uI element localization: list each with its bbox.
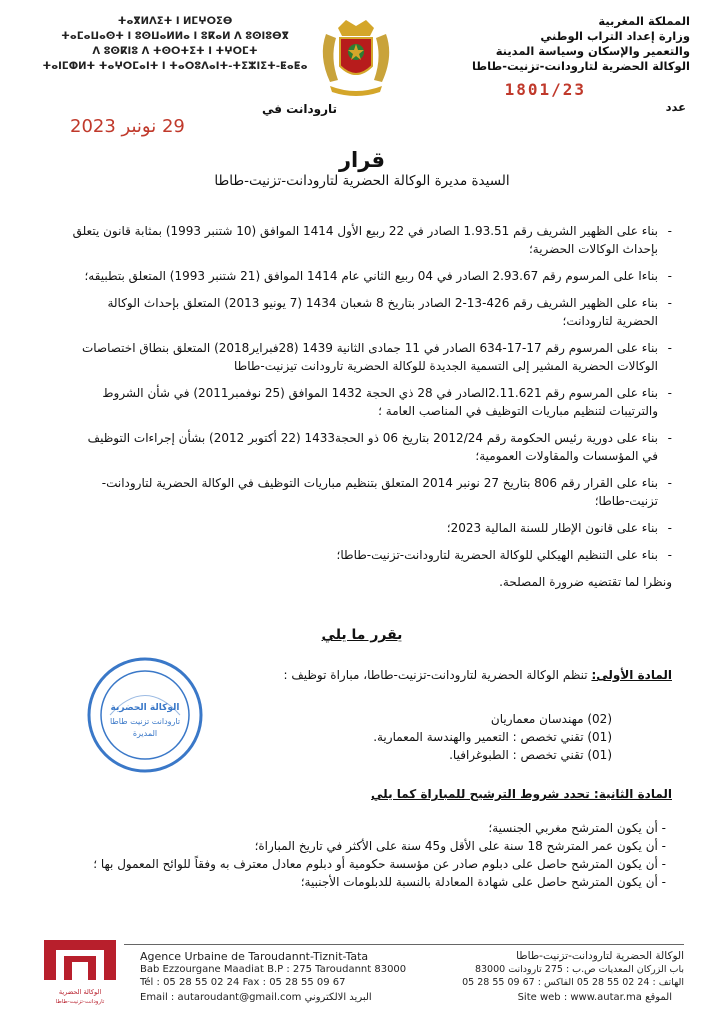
condition-item: - أن يكون المترشح حاصل على شهادة المعادلة بالنسبة للدبلومات الأجنبية؛: [300, 875, 666, 889]
closing-consideration: ونظرا لما تقتضيه ضرورة المصلحة.: [499, 575, 672, 589]
consideration-item: - بناء على الظهير الشريف رقم 426-13-2 الصادر بتاريخ 8 شعبان 1434 (7 يونيو 2013) المتعلق بإحداث الوكالة الحضرية لتارودانت؛: [72, 294, 672, 330]
svg-text:الوكالة الحضرية: الوكالة الحضرية: [58, 988, 102, 996]
article-1-line: [72, 666, 672, 684]
position-item: (01) تقني تخصص : الطبوغرافيا.: [449, 748, 612, 762]
svg-text:المديرة: المديرة: [132, 729, 158, 738]
consideration-item: - بناء على المرسوم رقم 2.11.621الصادر في 28 ذي الحجة 1432 الموافق (25 نوفمبر2011) في شأن الشروط والترتيبات لتنظيم مباريات التوظيف في المناصب العامة ؛: [72, 384, 672, 420]
svg-text:تارودانت-تزنيت-طاطا: تارودانت-تزنيت-طاطا: [55, 999, 105, 1005]
position-item: (01) تقني تخصص : التعمير والهندسة المعمارية.: [373, 730, 612, 744]
footer-agency-name-ar: الوكالة الحضرية لتارودانت-تزنيت-طاطا: [516, 950, 684, 962]
footer-email: [140, 992, 372, 1003]
consideration-item: - بناء على القرار رقم 806 بتاريخ 27 نونبر 2014 المتعلق بتنظيم مباريات التوظيف في الوكالة الحضرية لتارودانت-تزنيت-طاطا؛: [72, 474, 672, 510]
date-value: 29 نونبر 2023: [70, 116, 185, 137]
footer-arabic: [414, 950, 684, 989]
header-tifinagh: [30, 14, 320, 74]
footer-divider: [124, 944, 684, 945]
footer-website: [518, 992, 672, 1003]
tifinagh-line: ⴷ ⵓⵙⴽⵏⵓ ⴷ ⵜⵙⵔⵜⵉⵜ ⵏ ⵜⵖⵔⵎⵜ: [92, 46, 258, 57]
condition-item: - أن يكون عمر المترشح 18 سنة على الأقل و45 سنة على الأكثر في تاريخ المباراة؛: [254, 839, 666, 853]
kingdom-name: المملكة المغربية: [598, 14, 690, 28]
agency-logo-icon: [40, 936, 120, 1016]
website-label-ar: الموقع: [645, 992, 672, 1003]
article-1: [72, 666, 672, 764]
place-label: تارودانت في: [262, 102, 338, 116]
footer-phone-ar: الهاتف : 24 02 55 28 05 الفاكس : 67 09 55 28 05: [462, 977, 684, 988]
consideration-item: - بناء على دورية رئيس الحكومة رقم 2012/24 بتاريخ 06 ذو الحجة1433 (22 أكتوبر 2012) بشأن إجراءات التوظيف في المؤسسات والمقاولات العمومية؛: [72, 429, 672, 465]
footer-phone-fr: Tél : 05 28 55 02 24 Fax : 05 28 55 09 67: [140, 977, 346, 988]
tifinagh-line: ⵜⴰⴳⵍⴷⵉⵜ ⵏ ⵍⵎⵖⵔⵉⴱ: [117, 16, 233, 27]
svg-text:تارودانت تزنيت طاطا: تارودانت تزنيت طاطا: [109, 717, 181, 726]
email-link[interactable]: autaroudant@gmail.com: [177, 992, 302, 1003]
header-arabic: [460, 14, 690, 74]
considerations-list: [72, 222, 672, 601]
consideration-item: - بناء على المرسوم رقم 17-17-634 الصادر في 11 جمادى الثانية 1439 (28فبراير2018) المتعلق بنطاق اختصاصات الوكالات الحضرية المشير إلى التسمية الجديدة للوكالة الحضرية تارودانت تيزنيت-طاطا: [72, 339, 672, 375]
document-title: قرار: [338, 148, 386, 172]
website-link[interactable]: www.autar.ma: [570, 992, 642, 1003]
website-label: Site web :: [517, 992, 568, 1003]
email-label-ar: البريد الالكتروني: [304, 992, 372, 1003]
reference-number: 1801/23: [504, 80, 586, 99]
article-2-label: المادة الثانية: تحدد شروط الترشيح للمباراة كما يلي: [371, 787, 672, 801]
footer-french: [140, 950, 406, 989]
footer-address-fr: Bab Ezzourgane Maadiat B.P : 275 Taroudannt 83000: [140, 964, 407, 975]
agency-name: الوكالة الحضرية لتارودانت-تزنيت-طاطا: [471, 59, 690, 73]
condition-item: - أن يكون المترشح حاصل على دبلوم صادر عن مؤسسة حكومية أو دبلوم معادل معترف به وفقاً للوائح المعمول بها ؛: [93, 857, 666, 871]
positions-list: [72, 710, 612, 764]
consideration-item: - بناءا على المرسوم رقم 2.93.67 الصادر في 04 ربيع الثاني عام 1414 الموافق (21 شتنبر 1993) المتعلق بتطبيقه؛: [72, 267, 672, 285]
tifinagh-line: ⵜⴰⵎⴰⵡⴰⵙⵜ ⵏ ⵓⵙⵡⴰⵍⵍⴰ ⵏ ⵓⴽⴰⵍ ⴷ ⵓⵙⵏⵓⴱⴳ: [61, 31, 289, 42]
reference-number-label: عدد: [665, 100, 686, 114]
article-2: [72, 785, 672, 891]
tifinagh-line: ⵜⴰⵏⵎⵀⵍⵜ ⵜⴰⵖⵔⵎⴰⵏⵜ ⵏ ⵜⴰⵔⵓⴷⴰⵏⵜ-ⵜⵉⵣⵏⵉⵜ-ⵟⴰⵟⴰ: [42, 61, 308, 72]
consideration-item: - بناء على الظهير الشريف رقم 1.93.51 الصادر في 22 ربيع الأول 1414 الموافق (10 شتنبر 1993) بمثابة قانون يتعلق بإحداث الوكالات الحضرية؛: [72, 222, 672, 258]
footer-agency-name-fr: Agence Urbaine de Taroudannt-Tiznit-Tata: [140, 950, 369, 963]
consideration-item: - بناء على التنظيم الهيكلي للوكالة الحضرية لتارودانت-تزنيت-طاطا؛: [72, 546, 672, 564]
article-1-label: المادة الأولى:: [591, 668, 672, 682]
email-label: Email :: [140, 992, 175, 1003]
position-item: (02) مهندسان معماريان: [490, 712, 612, 726]
consideration-item: - بناء على قانون الإطار للسنة المالية 2023؛: [72, 519, 672, 537]
ministry-name: وزارة إعداد التراب الوطني: [540, 29, 690, 43]
svg-text:الوكالة الحضرية: الوكالة الحضرية: [110, 703, 180, 713]
decides-heading: يقرر ما يلي: [321, 627, 403, 643]
coat-of-arms-icon: [316, 16, 396, 98]
document-subtitle: السيدة مديرة الوكالة الحضرية لتارودانت-تزنيت-طاطا: [214, 173, 510, 189]
condition-item: - أن يكون المترشح مغربي الجنسية؛: [488, 821, 666, 835]
footer-address-ar: باب الزركان المعديات ص.ب : 275 تارودانت 83000: [474, 964, 684, 975]
article-1-text: تنظم الوكالة الحضرية لتارودانت-تزنيت-طاطا، مباراة توظيف :: [283, 668, 588, 682]
ministry-name-cont: والتعمير والإسكان وسياسة المدينة: [495, 44, 690, 58]
